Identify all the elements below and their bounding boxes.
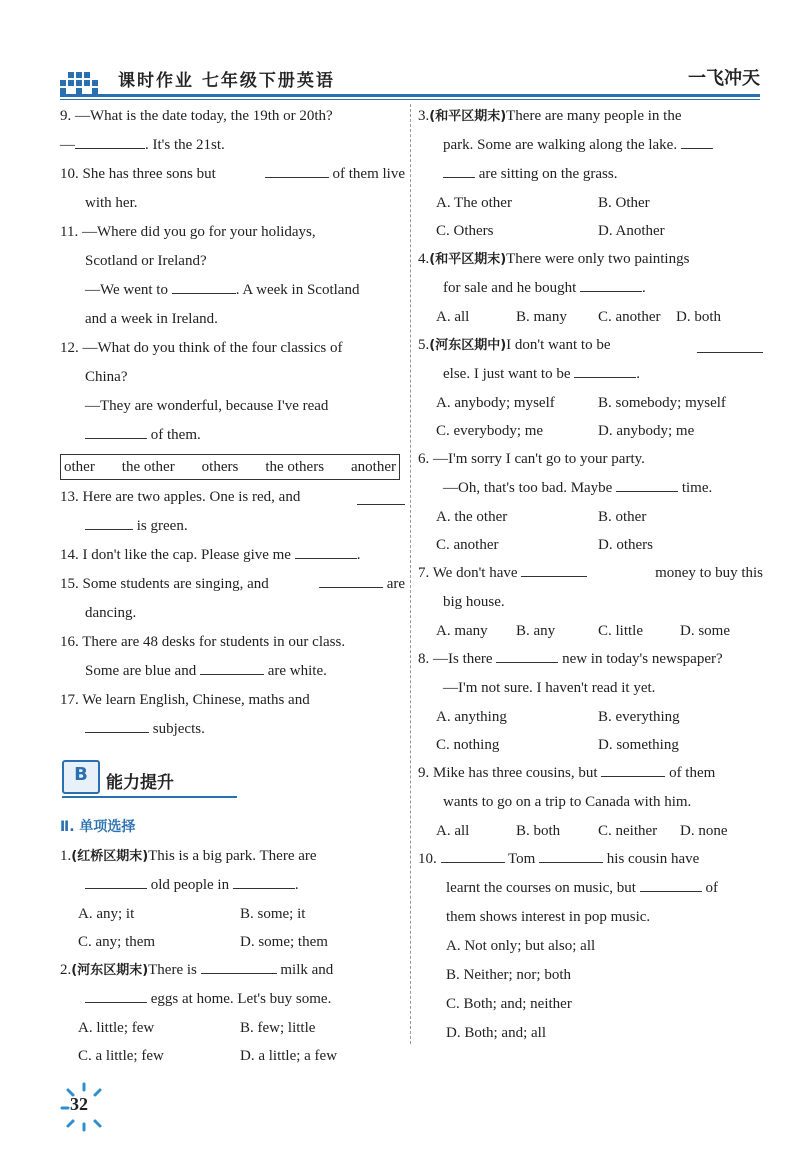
option-d[interactable]: D. Another [598, 223, 665, 239]
option-c[interactable]: C. a little; few [78, 1048, 164, 1064]
page-header [60, 58, 760, 98]
answer-blank[interactable] [295, 545, 357, 559]
answer-blank[interactable] [357, 491, 405, 505]
answer-blank[interactable] [640, 878, 702, 892]
subsection-title: Ⅱ. 单项选择 [60, 819, 136, 835]
options-row [60, 928, 405, 956]
answer-blank[interactable] [574, 364, 636, 378]
mc-question-5: 5.(河东区期中)I don't want to be else. I just want to be . A. anybody; myself B. somebody; myself C. everybody; me D. anybody; me [418, 331, 763, 445]
answer-blank[interactable] [539, 849, 603, 863]
option-d[interactable]: D. something [598, 737, 679, 753]
question-14: 14. I don't like the cap. Please give me . [60, 547, 361, 563]
option-b[interactable]: B. Other [598, 195, 650, 211]
options-row [418, 817, 763, 845]
option-c[interactable]: C. Both; and; neither [446, 996, 572, 1012]
option-b[interactable]: B. any [516, 623, 556, 639]
options-row [418, 217, 763, 245]
answer-blank[interactable] [441, 849, 505, 863]
options-row [418, 503, 763, 531]
question-9: 9. —What is the date today, the 19th or 20th? — . It's the 21st. [60, 108, 333, 153]
header-brand: 一飞冲天 [688, 68, 760, 89]
source-tag: (和平区期末) [429, 252, 507, 267]
answer-blank[interactable] [521, 563, 587, 577]
column-divider [410, 104, 411, 1044]
left-column [60, 102, 405, 1070]
answer-blank[interactable] [200, 661, 264, 675]
option-d[interactable]: D. some; them [240, 934, 328, 950]
answer-blank[interactable] [265, 164, 329, 178]
section-b-heading [60, 754, 405, 812]
mc-question-2: 2.(河东区期末)There is milk and eggs at home. Let's buy some. A. little; few B. few; little C. a little; few D. a little; a few [60, 956, 405, 1070]
option-a[interactable]: A. The other [436, 195, 512, 211]
option-b[interactable]: B. Neither; nor; both [446, 967, 571, 983]
option-c[interactable]: C. nothing [436, 737, 500, 753]
answer-blank[interactable] [201, 960, 277, 974]
question-16: 16. There are 48 desks for students in our class. Some are blue and are white. [60, 634, 346, 679]
option-d[interactable]: D. both [676, 309, 721, 325]
answer-blank[interactable] [616, 478, 678, 492]
answer-blank[interactable] [580, 278, 642, 292]
answer-blank[interactable] [681, 135, 713, 149]
options-row [418, 303, 763, 331]
word-option: the other [121, 459, 175, 475]
option-d[interactable]: D. none [680, 823, 728, 839]
source-tag: (红桥区期末) [71, 849, 149, 864]
option-d[interactable]: D. anybody; me [598, 423, 695, 439]
mc-question-10: 10. Tom his cousin have learnt the courses on music, but of them shows interest in pop music. A. Not only; but also; all B. Neither; nor; both C. Both; and; neither D. Both; and; all [418, 845, 763, 1048]
options-row [418, 389, 763, 417]
answer-blank[interactable] [85, 516, 133, 530]
option-b[interactable]: B. somebody; myself [598, 395, 726, 411]
option-c[interactable]: C. everybody; me [436, 423, 544, 439]
mc-question-8: 8. —Is there new in today's newspaper? —I'm not sure. I haven't read it yet. A. anything B. everything C. nothing D. something [418, 645, 763, 759]
answer-blank[interactable] [85, 425, 147, 439]
options-row [418, 617, 763, 645]
word-box [60, 454, 400, 480]
question-17: 17. We learn English, Chinese, maths and subjects. [60, 692, 310, 737]
page-number: 32 [60, 1082, 110, 1132]
answer-blank[interactable] [172, 280, 236, 294]
option-b[interactable]: B. other [598, 509, 647, 525]
answer-blank[interactable] [443, 164, 475, 178]
option-a[interactable]: A. many [436, 623, 488, 639]
option-a[interactable]: A. all [436, 309, 470, 325]
options-row [418, 531, 763, 559]
section-title: 能力提升 [106, 773, 174, 793]
question-12: 12. —What do you think of the four classics of China? —They are wonderful, because I've read of them. [60, 340, 343, 443]
option-b[interactable]: B. few; little [240, 1020, 316, 1036]
option-a[interactable]: A. all [436, 823, 470, 839]
option-c[interactable]: C. any; them [78, 934, 156, 950]
source-tag: (和平区期末) [429, 109, 507, 124]
options-row [60, 1042, 405, 1070]
option-a[interactable]: A. any; it [78, 906, 135, 922]
option-a[interactable]: A. Not only; but also; all [446, 938, 596, 954]
source-tag: (河东区期中) [429, 338, 507, 353]
question-13: 13. Here are two apples. One is red, and is green. [60, 483, 405, 541]
options-row [418, 703, 763, 731]
word-option: another [351, 459, 396, 475]
header-rule-thin [60, 99, 760, 100]
option-c[interactable]: C. neither [598, 823, 658, 839]
mc-question-6: 6. —I'm sorry I can't go to your party. —Oh, that's too bad. Maybe time. A. the other B. other C. another D. others [418, 445, 763, 559]
option-d[interactable]: D. some [680, 623, 730, 639]
logo-icon [60, 66, 106, 94]
options-row [418, 189, 763, 217]
option-d[interactable]: D. others [598, 537, 653, 553]
mc-question-3: 3.(和平区期末)There are many people in the park. Some are walking along the lake. are sitting on the grass. A. The other B. Other C. Others D. Another [418, 102, 763, 245]
option-d[interactable]: D. a little; a few [240, 1048, 338, 1064]
mc-question-9: 9. Mike has three cousins, but of them wants to go on a trip to Canada with him. A. all B. both C. neither D. none [418, 759, 763, 845]
header-title: 课时作业 七年级下册英语 [118, 71, 335, 91]
word-option: other [64, 459, 95, 475]
answer-blank[interactable] [697, 339, 763, 353]
word-option: others [201, 459, 239, 475]
answer-blank[interactable] [496, 649, 558, 663]
source-tag: (河东区期末) [71, 963, 149, 978]
header-rule [60, 94, 760, 97]
options-row [418, 417, 763, 445]
option-b[interactable]: B. many [516, 309, 567, 325]
answer-blank[interactable] [601, 763, 665, 777]
option-a[interactable]: A. anybody; myself [436, 395, 555, 411]
option-c[interactable]: C. Others [436, 223, 494, 239]
question-15: 15. Some students are singing, and are dancing. [60, 576, 405, 621]
option-a[interactable]: A. the other [436, 509, 508, 525]
question-10: 10. She has three sons but of them live with her. [60, 166, 405, 211]
options-row [60, 1014, 405, 1042]
option-d[interactable]: D. Both; and; all [446, 1025, 546, 1041]
option-c[interactable]: C. another [436, 537, 499, 553]
mc-question-4: 4.(和平区期末)There were only two paintings for sale and he bought . A. all B. many C. another D. both [418, 245, 763, 331]
options-row [418, 731, 763, 759]
mc-question-1: 1.(红桥区期末)This is a big park. There are old people in . A. any; it B. some; it C. any; them D. some; them [60, 842, 405, 956]
option-b[interactable]: B. some; it [240, 906, 306, 922]
answer-blank[interactable] [85, 875, 147, 889]
answer-blank[interactable] [319, 574, 383, 588]
word-option: the others [265, 459, 325, 475]
option-b[interactable]: B. everything [598, 709, 680, 725]
answer-blank[interactable] [75, 135, 145, 149]
book-icon: B [62, 760, 100, 794]
right-column [418, 102, 763, 1048]
option-b[interactable]: B. both [516, 823, 561, 839]
answer-blank[interactable] [233, 875, 295, 889]
question-11: 11. —Where did you go for your holidays, Scotland or Ireland? —We went to . A week in Scotland and a week in Ireland. [60, 224, 360, 327]
options-row [60, 900, 405, 928]
option-a[interactable]: A. anything [436, 709, 507, 725]
answer-blank[interactable] [85, 989, 147, 1003]
option-c[interactable]: C. little [598, 623, 643, 639]
option-a[interactable]: A. little; few [78, 1020, 155, 1036]
mc-question-7: 7. We don't have money to buy this big house. A. many B. any C. little D. some [418, 559, 763, 645]
section-rule [62, 796, 237, 798]
answer-blank[interactable] [85, 719, 149, 733]
option-c[interactable]: C. another [598, 309, 661, 325]
